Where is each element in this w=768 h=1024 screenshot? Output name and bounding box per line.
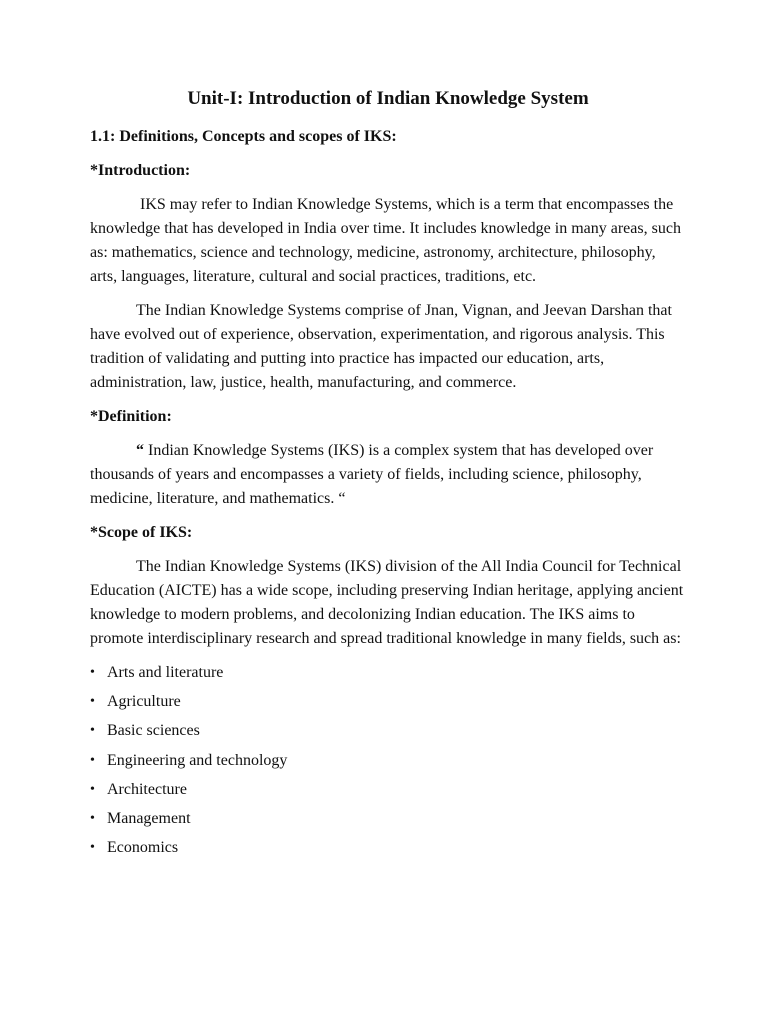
introduction-heading: *Introduction:	[90, 162, 191, 179]
bullet-icon: •	[90, 665, 95, 680]
definition-paragraph	[90, 439, 686, 511]
fields-list	[90, 661, 686, 860]
list-item-label: Basic sciences	[107, 722, 200, 740]
definition-text: Indian Knowledge Systems (IKS) is a complex system that has developed over thousands of years and encompasses a variety of fields, including science, philosophy, medicine, literature, and mathematics. “	[90, 442, 654, 507]
bullet-icon: •	[90, 694, 95, 710]
list-item-label: Arts and literature	[107, 664, 224, 681]
definition-open-quote: “	[136, 442, 144, 459]
document-page	[90, 84, 686, 865]
list-item	[90, 690, 686, 714]
introduction-paragraph-2: The Indian Knowledge Systems comprise of Jnan, Vignan, and Jeevan Darshan that have evolved out of experience, observation, experimentation, and rigorous analysis. This tradition of validating and putting into practice has impacted our education, arts, administration, law, justice, health, manufacturing, and commerce.	[90, 302, 672, 391]
introduction-paragraph-1: IKS may refer to Indian Knowledge Systems, which is a term that encompasses the knowledge that has developed in India over time. It includes knowledge in many areas, such as: mathematics, science and technology, medicine, astronomy, architecture, philosophy, arts, languages, literature, cultural and social practices, traditions, etc.	[90, 196, 681, 285]
bullet-icon: •	[90, 840, 95, 856]
section-heading: 1.1: Definitions, Concepts and scopes of IKS:	[90, 128, 397, 145]
list-item	[90, 719, 686, 743]
list-item-label: Engineering and technology	[107, 751, 288, 769]
list-item-label: Agriculture	[107, 693, 181, 711]
list-item	[90, 661, 686, 685]
list-item-label: Economics	[107, 839, 179, 857]
list-item	[90, 807, 686, 831]
list-item	[90, 778, 686, 802]
bullet-icon: •	[90, 752, 95, 768]
document-title: Unit-I: Introduction of Indian Knowledge System	[187, 88, 589, 109]
definition-heading: *Definition:	[90, 408, 172, 425]
list-item	[90, 749, 686, 773]
scope-paragraph: The Indian Knowledge Systems (IKS) division of the All India Council for Technical Education (AICTE) has a wide scope, including preserving Indian heritage, applying ancient knowledge to modern problems, and decolonizing Indian education. The IKS aims to promote interdisciplinary research and spread traditional knowledge in many fields, such as:	[90, 558, 684, 647]
list-item-label: Architecture	[107, 780, 187, 798]
scope-heading: *Scope of IKS:	[90, 524, 193, 541]
bullet-icon: •	[90, 810, 95, 826]
bullet-icon: •	[90, 781, 95, 797]
bullet-icon: •	[90, 723, 95, 739]
list-item	[90, 836, 686, 860]
list-item-label: Management	[107, 809, 191, 827]
